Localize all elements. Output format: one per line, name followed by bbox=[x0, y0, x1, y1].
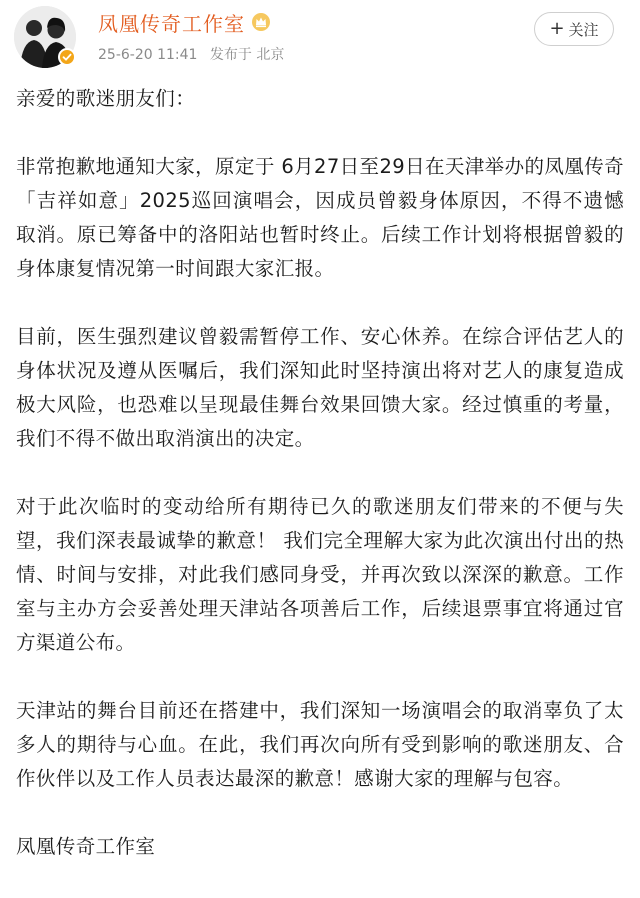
post-paragraph: 目前，医生强烈建议曾毅需暂停工作、安心休养。在综合评估艺人的身体状况及遵从医嘱后，我们深知此时坚持演出将对艺人的康复造成极大风险，也恐难以呈现最佳舞台效果回馈大家。经过慎重的考量，我们不得不做出取消演出的决定。 bbox=[16, 325, 624, 450]
post-paragraph: 天津站的舞台目前还在搭建中，我们深知一场演唱会的取消辜负了太多人的期待与心血。在此，我们再次向所有受到影响的歌迷朋友、合作伙伴以及工作人员表达最深的歉意！感谢大家的理解与包容。 bbox=[16, 699, 624, 790]
post-paragraph: 对于此次临时的变动给所有期待已久的歌迷朋友们带来的不便与失望，我们深表最诚挚的歉意！ 我们完全理解大家为此次演出付出的热情、时间与安排，对此我们感同身受，并再次致以深深的歉意。工作室与主办方会妥善处理天津站各项善后工作，后续退票事宜将通过官方渠道公布。 bbox=[16, 495, 624, 654]
follow-button[interactable] bbox=[534, 12, 614, 46]
plus-icon: + bbox=[549, 18, 565, 39]
account-name-row bbox=[98, 8, 271, 36]
post-greeting: 亲爱的歌迷朋友们： bbox=[16, 87, 196, 110]
post-header bbox=[0, 0, 640, 80]
account-name[interactable]: 凤凰传奇工作室 bbox=[98, 11, 245, 36]
follow-button-label: 关注 bbox=[568, 20, 599, 39]
post-timestamp: 25-6-20 11:41 bbox=[98, 47, 198, 63]
post-body bbox=[16, 82, 624, 898]
post-location: 发布于 北京 bbox=[209, 47, 285, 63]
crown-badge-icon bbox=[251, 12, 271, 32]
post-signature: 凤凰传奇工作室 bbox=[16, 835, 156, 858]
verified-icon bbox=[58, 48, 76, 66]
post-meta bbox=[98, 44, 284, 64]
post-paragraph: 非常抱歉地通知大家，原定于 6月27日至29日在天津举办的凤凰传奇「吉祥如意」2025巡回演唱会，因成员曾毅身体原因，不得不遗憾取消。原已筹备中的洛阳站也暂时终止。后续工作计划将根据曾毅的身体康复情况第一时间跟大家汇报。 bbox=[16, 155, 624, 280]
